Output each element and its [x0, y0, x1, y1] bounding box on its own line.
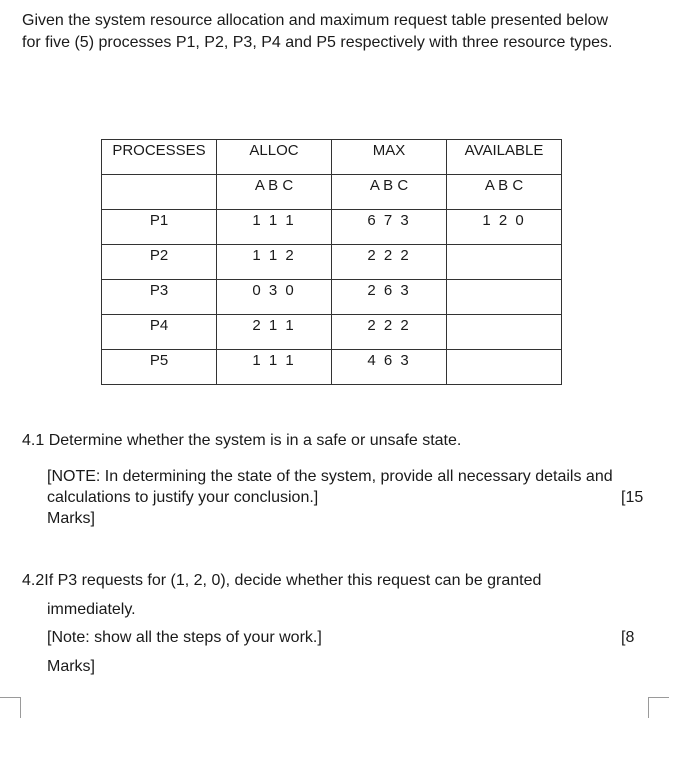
alloc-cell: 1 1 1 — [217, 350, 332, 385]
subheader-cell — [102, 175, 217, 210]
alloc-cell: 1 1 2 — [217, 245, 332, 280]
table-row — [102, 280, 562, 315]
max-cell: 4 6 3 — [332, 350, 447, 385]
available-cell — [447, 245, 562, 280]
question-4-2 — [22, 570, 650, 592]
max-cell: 2 6 3 — [332, 280, 447, 315]
marks-close: Marks] — [47, 658, 95, 675]
table-row — [102, 350, 562, 385]
subheader-cell: A B C — [217, 175, 332, 210]
question-4-1: 4.1 Determine whether the system is in a safe or unsafe state. — [22, 432, 462, 449]
process-cell: P4 — [102, 315, 217, 350]
header-max: MAX — [332, 140, 447, 175]
table-row — [102, 315, 562, 350]
question-text: If P3 requests for (1, 2, 0), decide whether this request can be granted — [44, 572, 542, 589]
table-row — [102, 210, 562, 245]
marks-close: Marks] — [47, 510, 95, 527]
note-line-1: [NOTE: In determining the state of the system, provide all necessary details and — [47, 468, 613, 485]
process-cell: P5 — [102, 350, 217, 385]
alloc-cell: 1 1 1 — [217, 210, 332, 245]
intro-paragraph — [22, 10, 652, 54]
question-4-2-continuation: immediately. — [47, 601, 136, 618]
process-cell: P1 — [102, 210, 217, 245]
available-cell: 1 2 0 — [447, 210, 562, 245]
max-cell: 2 2 2 — [332, 315, 447, 350]
page-corner-mark-right — [648, 697, 669, 718]
table-row — [102, 245, 562, 280]
question-4-2-note: [Note: show all the steps of your work.] — [47, 629, 322, 646]
process-cell: P3 — [102, 280, 217, 315]
subheader-cell: A B C — [447, 175, 562, 210]
marks-open: [8 — [621, 629, 635, 646]
header-processes: PROCESSES — [102, 140, 217, 175]
intro-line-1: Given the system resource allocation and maximum request table presented below — [22, 12, 609, 29]
table-subheader-row — [102, 175, 562, 210]
page-corner-mark-left — [0, 697, 21, 718]
available-cell — [447, 315, 562, 350]
header-available: AVAILABLE — [447, 140, 562, 175]
question-number: 4.2 — [22, 572, 45, 589]
header-alloc: ALLOC — [217, 140, 332, 175]
max-cell: 2 2 2 — [332, 245, 447, 280]
question-4-1-note — [47, 466, 649, 508]
process-cell: P2 — [102, 245, 217, 280]
max-cell: 6 7 3 — [332, 210, 447, 245]
alloc-cell: 0 3 0 — [217, 280, 332, 315]
intro-line-2: for five (5) processes P1, P2, P3, P4 and P5 respectively with three resource types. — [22, 34, 613, 51]
marks-open: [15 — [621, 489, 644, 506]
available-cell — [447, 280, 562, 315]
resource-table — [101, 139, 562, 385]
subheader-cell: A B C — [332, 175, 447, 210]
note-line-2: calculations to justify your conclusion.] — [47, 489, 319, 506]
alloc-cell: 2 1 1 — [217, 315, 332, 350]
table-header-row — [102, 140, 562, 175]
available-cell — [447, 350, 562, 385]
